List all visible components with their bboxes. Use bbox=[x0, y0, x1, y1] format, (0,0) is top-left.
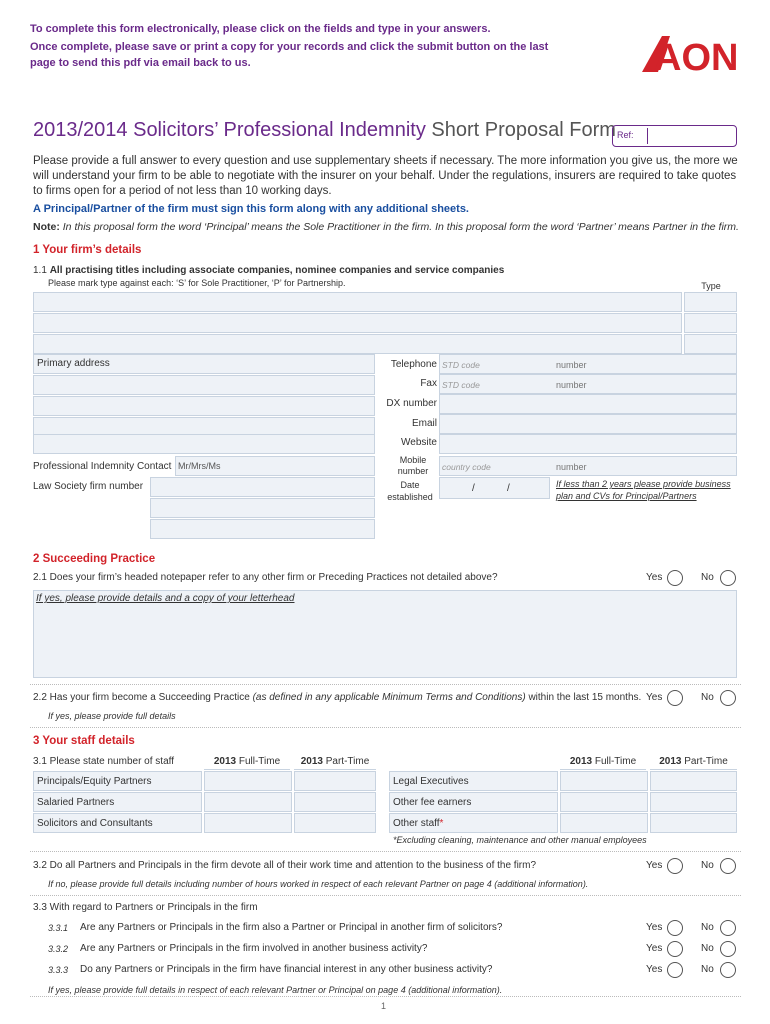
q2-2-yes-label: Yes bbox=[646, 692, 663, 703]
right-fulltime-header bbox=[560, 755, 646, 770]
staff-row-label: Other fee earners bbox=[393, 797, 472, 808]
section-3-heading: 3 Your staff details bbox=[33, 735, 135, 747]
q3-3-1-no-label: No bbox=[701, 922, 714, 933]
primary-address-label: Primary address bbox=[37, 358, 110, 369]
dx-number-label: DX number bbox=[386, 398, 437, 409]
q3-3-3-yes-label: Yes bbox=[646, 964, 663, 975]
q3-3-3-yes-radio[interactable] bbox=[667, 962, 683, 978]
q2-1-yes-label: Yes bbox=[646, 572, 663, 583]
q3-3-1-text: Are any Partners or Principals in the firm also a Partner or Principal in another firm of solicitors? bbox=[80, 922, 503, 933]
law-society-field-2[interactable] bbox=[150, 498, 375, 518]
note-label: Note: bbox=[33, 221, 60, 233]
q3-2: 3.2 Do all Partners and Principals in the firm devote all of their work time and attention to the business of the firm? bbox=[33, 860, 537, 871]
q3-3-2-no-label: No bbox=[701, 943, 714, 954]
pi-title-hint: Mr/Mrs/Ms bbox=[178, 461, 221, 471]
title-sub: Short Proposal Form bbox=[431, 119, 616, 141]
q3-3-1-no-radio[interactable] bbox=[720, 920, 736, 936]
instructions-paragraph: Please provide a full answer to every question and use supplementary sheets if necessary. The more information you give us, the more we will understand your firm to be able to negotiate with the insurer on your behalf. Under the regulations, insurers are required to take quotes to firms open for a period of not less than 10 working days. bbox=[33, 155, 738, 197]
left-parttime-header bbox=[294, 755, 376, 770]
part-time-label: Part-Time bbox=[684, 756, 728, 767]
mobile-number-hint: number bbox=[556, 462, 587, 472]
legal-exec-fulltime-field[interactable] bbox=[560, 771, 648, 791]
title-field-1[interactable] bbox=[33, 292, 682, 312]
excluding-note bbox=[393, 835, 647, 845]
ref-input[interactable] bbox=[647, 128, 734, 144]
q3-2-yes-radio[interactable] bbox=[667, 858, 683, 874]
page-number: 1 bbox=[381, 1001, 387, 1011]
q3-3-3-no-label: No bbox=[701, 964, 714, 975]
q3-3-3-no-radio[interactable] bbox=[720, 962, 736, 978]
telephone-label: Telephone bbox=[390, 359, 437, 370]
type-header: Type bbox=[685, 281, 737, 294]
fee-earners-fulltime-field[interactable] bbox=[560, 792, 648, 812]
q3-3-3-text: Do any Partners or Principals in the firm have financial interest in any other business activity? bbox=[80, 964, 493, 975]
note-text: In this proposal form the word ‘Principal’ means the Sole Practitioner in the firm. In this proposal form the word ‘Partner’ means Partner in the firm. bbox=[62, 221, 739, 233]
date-established-field[interactable] bbox=[439, 477, 550, 499]
q2-1-no-radio[interactable] bbox=[720, 570, 736, 586]
date-sep-2: / bbox=[507, 483, 510, 494]
fax-label: Fax bbox=[420, 378, 437, 389]
primary-address-field-3[interactable] bbox=[33, 396, 375, 416]
q3-3-1-yes-radio[interactable] bbox=[667, 920, 683, 936]
page-title bbox=[33, 119, 616, 142]
q2-2 bbox=[33, 692, 641, 703]
principals-parttime-field[interactable] bbox=[294, 771, 376, 791]
pi-contact-label: Professional Indemnity Contact bbox=[33, 461, 172, 472]
q3-3-2-no-radio[interactable] bbox=[720, 941, 736, 957]
intro-line-2: Once complete, please save or print a copy for your records and click the submit button on the last page to send this pdf via email back to us. bbox=[30, 41, 549, 69]
q3-2-yes-label: Yes bbox=[646, 860, 663, 871]
intro-instructions bbox=[30, 21, 550, 73]
q2-2-no-radio[interactable] bbox=[720, 690, 736, 706]
q3-3-1-num: 3.3.1 bbox=[48, 923, 69, 933]
q3-3-2-num: 3.3.2 bbox=[48, 944, 69, 954]
divider bbox=[30, 727, 741, 728]
asterisk: * bbox=[439, 818, 444, 829]
website-label: Website bbox=[401, 437, 437, 448]
legal-exec-parttime-field[interactable] bbox=[650, 771, 737, 791]
q2-1-details-label: If yes, please provide details and a copy of your letterhead bbox=[36, 593, 295, 604]
salaried-fulltime-field[interactable] bbox=[204, 792, 292, 812]
q3-1: 3.1 Please state number of staff bbox=[33, 756, 175, 767]
staff-row-label: Legal Executives bbox=[393, 776, 469, 787]
logo-text: AON bbox=[654, 37, 739, 74]
law-society-field-3[interactable] bbox=[150, 519, 375, 539]
law-society-field-1[interactable] bbox=[150, 477, 375, 497]
q2-2-b: (as defined in any applicable Minimum Terms and Conditions) bbox=[252, 692, 526, 703]
fee-earners-parttime-field[interactable] bbox=[650, 792, 737, 812]
q1-1-num: 1.1 bbox=[33, 265, 47, 276]
left-fulltime-header bbox=[204, 755, 290, 770]
excluding-note-text: *Excluding cleaning, maintenance and other manual employees bbox=[393, 835, 647, 845]
date-sep-1: / bbox=[472, 483, 475, 494]
q2-1-yes-radio[interactable] bbox=[667, 570, 683, 586]
salaried-parttime-field[interactable] bbox=[294, 792, 376, 812]
type-field-3[interactable] bbox=[684, 334, 737, 354]
fax-std-hint: STD code bbox=[442, 380, 480, 390]
staff-row-label: Salaried Partners bbox=[37, 797, 115, 808]
email-field[interactable] bbox=[439, 414, 737, 434]
date-established-note: If less than 2 years please provide business plan and CVs for Principal/Partners bbox=[556, 479, 731, 501]
aon-logo bbox=[640, 30, 740, 74]
title-field-3[interactable] bbox=[33, 334, 682, 354]
year-label: 2013 bbox=[659, 756, 682, 767]
title-main: 2013/2014 Solicitors’ Professional Indemnity bbox=[33, 119, 426, 141]
law-society-label: Law Society firm number bbox=[33, 481, 144, 492]
q1-1-text: All practising titles including associate companies, nominee companies and service companies bbox=[49, 265, 505, 276]
website-field[interactable] bbox=[439, 434, 737, 454]
definition-note bbox=[33, 221, 739, 233]
q3-3-1-yes-label: Yes bbox=[646, 922, 663, 933]
other-staff-fulltime-field[interactable] bbox=[560, 813, 648, 833]
year-label: 2013 bbox=[300, 756, 323, 767]
q1-1-sub: Please mark type against each: ‘S’ for Sole Practitioner, ‘P’ for Partnership. bbox=[48, 278, 346, 288]
signature-requirement: A Principal/Partner of the firm must sign this form along with any additional sheets. bbox=[33, 203, 469, 215]
date-established-label: Date established bbox=[387, 480, 433, 502]
full-time-label: Full-Time bbox=[238, 756, 281, 767]
divider bbox=[30, 895, 741, 896]
ref-label: Ref: bbox=[617, 130, 634, 140]
q2-2-yes-radio[interactable] bbox=[667, 690, 683, 706]
ref-field[interactable] bbox=[612, 125, 737, 147]
q2-2-detail: If yes, please provide full details bbox=[48, 711, 176, 721]
mobile-label: Mobile number bbox=[397, 455, 429, 476]
right-parttime-header bbox=[650, 755, 737, 770]
fax-number-hint: number bbox=[556, 380, 587, 390]
solicitors-fulltime-field[interactable] bbox=[204, 813, 292, 833]
q3-3-detail: If yes, please provide full details in respect of each relevant Partner or Principal on page 4 (additional information). bbox=[48, 985, 503, 995]
other-staff-text: Other staff bbox=[393, 818, 440, 829]
telephone-std-hint: STD code bbox=[442, 360, 480, 370]
part-time-label: Part-Time bbox=[325, 756, 370, 767]
q1-1 bbox=[33, 265, 504, 276]
dx-number-field[interactable] bbox=[439, 394, 737, 414]
section-2-heading: 2 Succeeding Practice bbox=[33, 553, 156, 565]
primary-address-field-5[interactable] bbox=[33, 434, 375, 454]
q2-1: 2.1 Does your firm’s headed notepaper refer to any other firm or Preceding Practices not detailed above? bbox=[33, 572, 498, 583]
q3-3-2-text: Are any Partners or Principals in the firm involved in another business activity? bbox=[80, 943, 428, 954]
staff-row-label bbox=[393, 818, 443, 829]
solicitors-parttime-field[interactable] bbox=[294, 813, 376, 833]
email-label: Email bbox=[411, 418, 437, 429]
divider bbox=[30, 684, 741, 685]
principals-fulltime-field[interactable] bbox=[204, 771, 292, 791]
type-field-2[interactable] bbox=[684, 313, 737, 333]
fax-field[interactable] bbox=[439, 374, 737, 394]
telephone-number-hint: number bbox=[556, 360, 587, 370]
divider bbox=[30, 996, 741, 997]
q2-2-no-label: No bbox=[701, 692, 714, 703]
other-staff-parttime-field[interactable] bbox=[650, 813, 737, 833]
type-field-1[interactable] bbox=[684, 292, 737, 312]
year-label: 2013 bbox=[569, 756, 593, 767]
q3-2-detail: If no, please provide full details including number of hours worked in respect of each relevant Partner on page 4 (additional information). bbox=[48, 879, 589, 889]
q3-2-no-label: No bbox=[701, 860, 714, 871]
q3-3-3-num: 3.3.3 bbox=[48, 965, 69, 975]
q2-1-no-label: No bbox=[701, 572, 714, 583]
title-field-2[interactable] bbox=[33, 313, 682, 333]
primary-address-field-2[interactable] bbox=[33, 375, 375, 395]
q3-2-no-radio[interactable] bbox=[720, 858, 736, 874]
divider bbox=[30, 851, 741, 852]
q2-2-c: within the last 15 months. bbox=[528, 692, 642, 703]
section-1-heading: 1 Your firm’s details bbox=[33, 244, 142, 256]
staff-row-label: Principals/Equity Partners bbox=[37, 776, 152, 787]
mobile-country-hint: country code bbox=[442, 462, 491, 472]
q2-2-a: 2.2 Has your firm become a Succeeding Practice bbox=[33, 692, 250, 703]
full-time-label: Full-Time bbox=[594, 756, 637, 767]
staff-row-label: Solicitors and Consultants bbox=[37, 818, 153, 829]
q3-3-2-yes-radio[interactable] bbox=[667, 941, 683, 957]
intro-line-1: To complete this form electronically, please click on the fields and type in your answers. bbox=[30, 23, 491, 35]
telephone-field[interactable] bbox=[439, 354, 737, 374]
year-label: 2013 bbox=[213, 756, 237, 767]
q3-3: 3.3 With regard to Partners or Principals in the firm bbox=[33, 902, 258, 913]
q3-3-2-yes-label: Yes bbox=[646, 943, 663, 954]
